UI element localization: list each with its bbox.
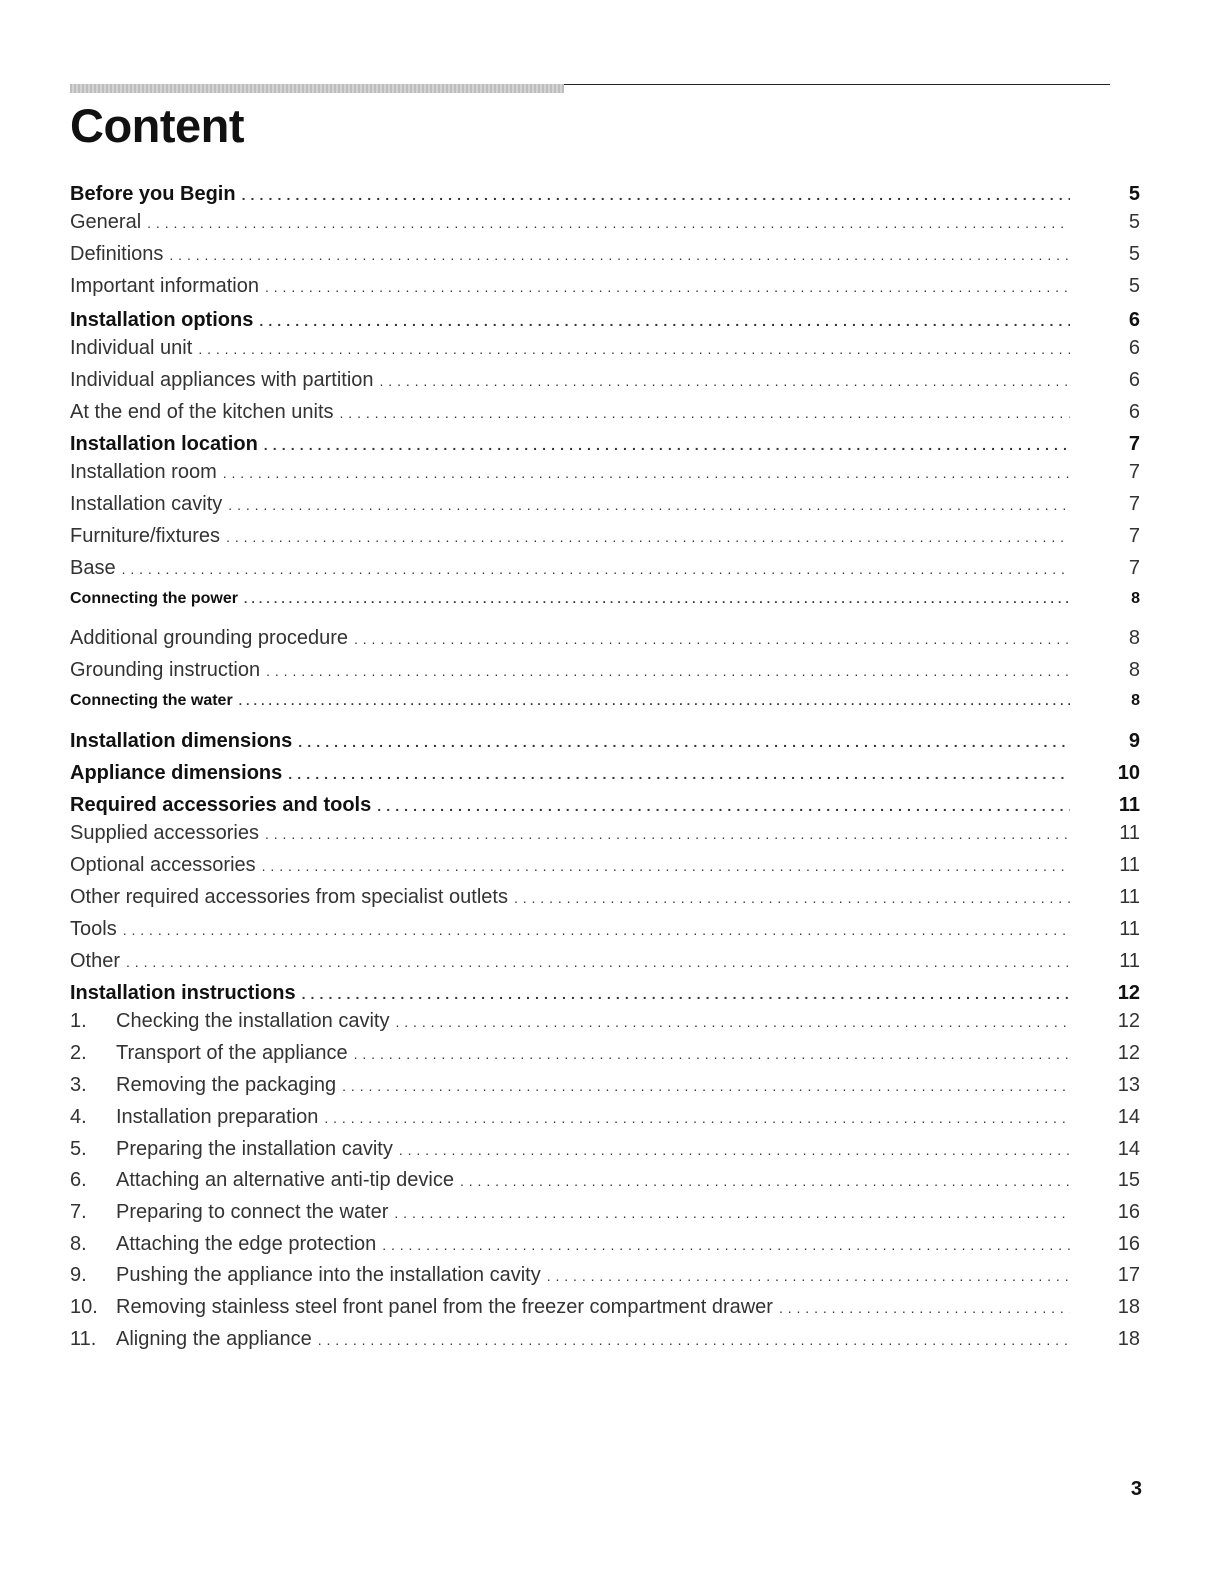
toc-entry-label xyxy=(70,1074,336,1097)
toc-entry[interactable] xyxy=(70,275,1140,305)
toc-entry-page: 8 xyxy=(1128,659,1140,681)
toc-entry[interactable] xyxy=(70,659,1140,689)
toc-entry[interactable] xyxy=(70,1138,1140,1168)
toc-entry-page: 10 xyxy=(1117,762,1140,784)
dot-leader xyxy=(226,529,1070,545)
toc-entry-page: 8 xyxy=(1131,590,1140,607)
toc-entry[interactable] xyxy=(70,1233,1140,1263)
dot-leader xyxy=(340,405,1070,421)
toc-entry-page: 18 xyxy=(1117,1296,1140,1318)
toc-entry-text: Preparing the installation cavity xyxy=(116,1138,393,1160)
dot-leader xyxy=(514,890,1070,906)
toc-entry-number: 11. xyxy=(70,1328,97,1350)
dot-leader xyxy=(302,986,1070,1002)
toc-entry-text: Grounding instruction xyxy=(70,659,261,681)
toc-entry-text: Definitions xyxy=(70,243,164,265)
dot-leader xyxy=(288,766,1070,782)
dot-leader xyxy=(324,1110,1070,1126)
toc-entry-text: Other required accessories from specialist outlets xyxy=(70,886,508,908)
toc-entry-page: 14 xyxy=(1117,1106,1140,1128)
toc-entry[interactable] xyxy=(70,730,1140,760)
toc-entry-page: 5 xyxy=(1128,183,1140,205)
toc-entry[interactable] xyxy=(70,794,1140,824)
dot-leader xyxy=(242,187,1070,203)
toc-entry-page: 7 xyxy=(1128,557,1140,579)
toc-entry[interactable] xyxy=(70,950,1140,980)
toc-entry[interactable] xyxy=(70,627,1140,657)
dot-leader xyxy=(266,663,1070,679)
toc-entry-page: 11 xyxy=(1119,822,1140,844)
dot-leader xyxy=(380,373,1070,389)
toc-entry[interactable] xyxy=(70,1042,1140,1072)
toc-entry[interactable] xyxy=(70,309,1140,339)
toc-entry-text: At the end of the kitchen units xyxy=(70,401,334,423)
toc-entry-text: Installation preparation xyxy=(116,1106,319,1128)
header-rule-line xyxy=(564,84,1110,85)
toc-entry-page: 6 xyxy=(1128,401,1140,423)
toc-entry-text: Attaching an alternative anti-tip device xyxy=(116,1169,454,1191)
toc-entry-number: 3. xyxy=(70,1074,87,1096)
toc-entry-page: 5 xyxy=(1128,275,1140,297)
toc-entry-text: Installation instructions xyxy=(70,982,296,1004)
toc-entry-page: 12 xyxy=(1117,1042,1140,1064)
toc-entry-number: 4. xyxy=(70,1106,87,1128)
toc-entry-text: Individual unit xyxy=(70,337,193,359)
toc-entry-text: Preparing to connect the water xyxy=(116,1201,389,1223)
toc-entry-text: Required accessories and tools xyxy=(70,794,372,816)
toc-entry-label xyxy=(70,794,371,817)
toc-entry-page: 8 xyxy=(1128,627,1140,649)
dot-leader xyxy=(318,1332,1070,1348)
toc-entry-label xyxy=(70,461,217,484)
toc-entry-label xyxy=(70,950,120,973)
toc-entry[interactable] xyxy=(70,822,1140,852)
dot-leader xyxy=(123,922,1070,938)
toc-entry[interactable] xyxy=(70,886,1140,916)
toc-entry-text: Installation dimensions xyxy=(70,730,293,752)
toc-entry-label xyxy=(70,1233,376,1256)
toc-entry-label xyxy=(70,401,334,424)
dot-leader xyxy=(147,215,1070,231)
toc-entry[interactable] xyxy=(70,369,1140,399)
toc-entry[interactable] xyxy=(70,762,1140,792)
toc-entry[interactable] xyxy=(70,337,1140,367)
dot-leader xyxy=(394,1205,1070,1221)
header-rule xyxy=(70,82,1110,94)
toc-entry-label xyxy=(70,1042,348,1065)
toc-entry-number: 8. xyxy=(70,1233,87,1255)
toc-entry-label xyxy=(70,822,259,845)
toc-entry[interactable] xyxy=(70,590,1140,620)
toc-entry-text: General xyxy=(70,211,142,233)
toc-entry-label xyxy=(70,854,256,877)
dot-leader xyxy=(244,592,1070,606)
toc-entry-label xyxy=(70,493,222,516)
toc-entry-text: Attaching the edge protection xyxy=(116,1233,377,1255)
toc-entry-text: Installation cavity xyxy=(70,493,223,515)
toc-entry-page: 11 xyxy=(1119,886,1140,908)
dot-leader xyxy=(265,826,1070,842)
dot-leader xyxy=(262,858,1070,874)
toc-entry-text: Supplied accessories xyxy=(70,822,259,844)
dot-leader xyxy=(122,561,1070,577)
toc-entry-text: Appliance dimensions xyxy=(70,762,283,784)
toc-entry-label xyxy=(70,1106,318,1129)
toc-entry-text: Additional grounding procedure xyxy=(70,627,348,649)
dot-leader xyxy=(382,1237,1070,1253)
toc-entry-number: 7. xyxy=(70,1201,87,1223)
toc-entry-page: 7 xyxy=(1128,525,1140,547)
toc-entry-number: 6. xyxy=(70,1169,87,1191)
toc-entry-number: 1. xyxy=(70,1010,87,1032)
toc-entry-text: Installation room xyxy=(70,461,217,483)
toc-entry-label xyxy=(70,183,236,206)
dot-leader xyxy=(547,1268,1070,1284)
toc-entry-page: 11 xyxy=(1119,950,1140,972)
toc-entry-text: Connecting the water xyxy=(70,692,233,709)
toc-entry[interactable] xyxy=(70,1296,1140,1326)
toc-entry-text: Base xyxy=(70,557,116,579)
toc-entry-label xyxy=(70,692,233,710)
toc-entry-text: Optional accessories xyxy=(70,854,256,876)
toc-entry[interactable] xyxy=(70,211,1140,241)
toc-entry-text: Other xyxy=(70,950,121,972)
toc-entry-label xyxy=(70,369,374,392)
toc-entry[interactable] xyxy=(70,918,1140,948)
toc-entry-text: Before you Begin xyxy=(70,183,236,205)
toc-entry-page: 7 xyxy=(1128,493,1140,515)
toc-entry-page: 7 xyxy=(1128,433,1140,455)
toc-entry-text: Removing stainless steel front panel from the freezer compartment drawer xyxy=(116,1296,773,1318)
dot-leader xyxy=(779,1300,1070,1316)
dot-leader xyxy=(239,694,1070,708)
dot-leader xyxy=(298,734,1070,750)
toc-entry-label xyxy=(70,627,348,650)
toc-entry-label xyxy=(70,982,296,1005)
page-title: Content xyxy=(70,99,245,152)
toc-entry-page: 17 xyxy=(1117,1264,1140,1286)
toc-entry-page: 16 xyxy=(1117,1201,1140,1223)
dot-leader xyxy=(228,497,1070,513)
toc-entry-label xyxy=(70,243,163,266)
dot-leader xyxy=(198,341,1070,357)
toc-entry-number: 5. xyxy=(70,1138,87,1160)
dot-leader xyxy=(259,313,1070,329)
toc-entry-page: 12 xyxy=(1117,1010,1140,1032)
dot-leader xyxy=(460,1173,1070,1189)
dot-leader xyxy=(399,1142,1070,1158)
toc-entry-label xyxy=(70,557,116,580)
dot-leader xyxy=(342,1078,1070,1094)
toc-entry-text: Checking the installation cavity xyxy=(116,1010,390,1032)
dot-leader xyxy=(377,798,1070,814)
dot-leader xyxy=(126,954,1070,970)
header-rule-gray-bar xyxy=(70,84,564,93)
toc-entry-label xyxy=(70,886,508,909)
toc-entry[interactable] xyxy=(70,1264,1140,1294)
dot-leader xyxy=(354,1046,1070,1062)
toc-entry-text: Important information xyxy=(70,275,259,297)
toc-entry-text: Transport of the appliance xyxy=(116,1042,348,1064)
toc-entry-page: 6 xyxy=(1128,369,1140,391)
toc-entry-page: 11 xyxy=(1118,794,1140,816)
dot-leader xyxy=(169,247,1070,263)
toc-entry-label xyxy=(70,433,258,456)
toc-entry-page: 6 xyxy=(1128,309,1140,331)
toc-entry[interactable] xyxy=(70,854,1140,884)
toc-entry-text: Aligning the appliance xyxy=(116,1328,312,1350)
toc-entry[interactable] xyxy=(70,1106,1140,1136)
toc-entry-label xyxy=(70,1328,312,1351)
toc-entry-label xyxy=(70,525,220,548)
page-number: 3 xyxy=(1130,1478,1142,1500)
toc-entry[interactable] xyxy=(70,1010,1140,1040)
toc-entry-text: Tools xyxy=(70,918,117,940)
toc-entry[interactable] xyxy=(70,692,1140,722)
toc-entry-page: 11 xyxy=(1119,854,1140,876)
toc-entry[interactable] xyxy=(70,183,1140,213)
toc-entry-page: 14 xyxy=(1117,1138,1140,1160)
toc-entry-label xyxy=(70,275,259,298)
toc-entry-number: 9. xyxy=(70,1264,87,1286)
toc-entry[interactable] xyxy=(70,243,1140,273)
toc-entry-number: 2. xyxy=(70,1042,87,1064)
toc-entry-text: Installation options xyxy=(70,309,254,331)
toc-entry[interactable] xyxy=(70,557,1140,587)
toc-entry-text: Furniture/fixtures xyxy=(70,525,221,547)
toc-entry-page: 16 xyxy=(1117,1233,1140,1255)
toc-entry-page: 5 xyxy=(1128,243,1140,265)
toc-entry-page: 18 xyxy=(1117,1328,1140,1350)
toc-entry-page: 12 xyxy=(1117,982,1140,1004)
toc-entry-label xyxy=(70,1264,541,1287)
toc-entry-text: Installation location xyxy=(70,433,258,455)
toc-entry-page: 15 xyxy=(1117,1169,1140,1191)
toc-entry[interactable] xyxy=(70,1169,1140,1199)
toc-entry-page: 6 xyxy=(1128,337,1140,359)
toc-entry[interactable] xyxy=(70,401,1140,431)
toc-entry-label xyxy=(70,590,238,608)
toc-entry-page: 9 xyxy=(1128,730,1140,752)
toc-entry-page: 13 xyxy=(1117,1074,1140,1096)
toc-entry-label xyxy=(70,1138,393,1161)
toc-entry-label xyxy=(70,1010,389,1033)
toc-entry[interactable] xyxy=(70,1074,1140,1104)
toc-entry[interactable] xyxy=(70,433,1140,463)
toc-entry-label xyxy=(70,762,282,785)
dot-leader xyxy=(395,1014,1070,1030)
toc-entry-page: 5 xyxy=(1128,211,1140,233)
toc-entry-text: Individual appliances with partition xyxy=(70,369,374,391)
toc-entry-label xyxy=(70,309,253,332)
dot-leader xyxy=(265,279,1070,295)
toc-entry-label xyxy=(70,1201,388,1224)
toc-entry-text: Connecting the power xyxy=(70,590,238,607)
toc-entry-number: 10. xyxy=(70,1296,98,1318)
dot-leader xyxy=(264,437,1070,453)
toc-entry[interactable] xyxy=(70,982,1140,1012)
toc-entry-label xyxy=(70,659,260,682)
toc-entry-label xyxy=(70,1169,454,1192)
toc-entry-label xyxy=(70,918,117,941)
toc-entry-label xyxy=(70,211,141,234)
dot-leader xyxy=(354,631,1070,647)
toc-entry-page: 7 xyxy=(1128,461,1140,483)
dot-leader xyxy=(223,465,1070,481)
toc-entry-page: 11 xyxy=(1119,918,1140,940)
toc-entry[interactable] xyxy=(70,493,1140,523)
toc-entry-text: Pushing the appliance into the installation cavity xyxy=(116,1264,541,1286)
toc-entry-label xyxy=(70,337,192,360)
toc-entry-label xyxy=(70,730,292,753)
toc-entry[interactable] xyxy=(70,1328,1140,1358)
toc-entry[interactable] xyxy=(70,1201,1140,1231)
toc-entry-text: Removing the packaging xyxy=(116,1074,337,1096)
toc-entry-label xyxy=(70,1296,773,1319)
toc-entry-page: 8 xyxy=(1131,692,1140,709)
toc-entry[interactable] xyxy=(70,525,1140,555)
toc-entry[interactable] xyxy=(70,461,1140,491)
